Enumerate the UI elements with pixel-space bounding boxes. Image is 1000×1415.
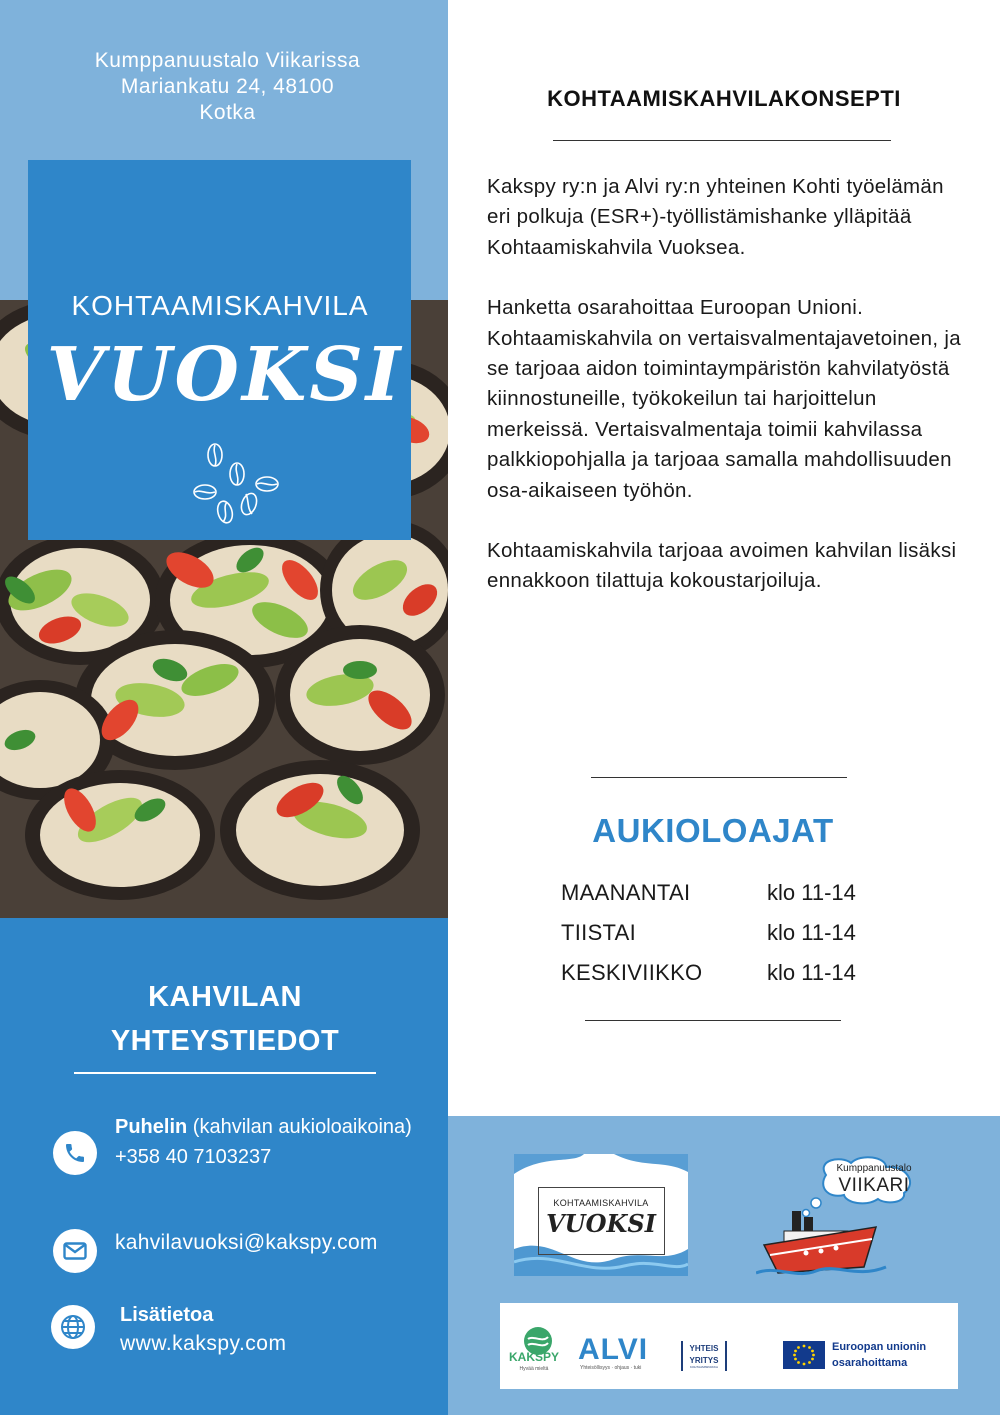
viikari-logo (756, 1155, 916, 1285)
more-info-label: Lisätietoa (120, 1304, 214, 1326)
logo-small-text: KOHTAAMISKAHVILA (553, 1198, 649, 1208)
hours-table (561, 873, 887, 993)
yy-top: YHTEIS (689, 1344, 719, 1353)
hours-time: klo 11-14 (767, 960, 856, 985)
mail-icon (53, 1229, 97, 1273)
yhteisyritys-logo (681, 1341, 727, 1371)
kakspy-sub: Hyvää mieltä (519, 1366, 549, 1372)
address-line-3: Kotka (199, 101, 256, 124)
divider (585, 1020, 841, 1021)
phone-note: (kahvilan aukioloaikoina) (187, 1116, 412, 1138)
address (0, 48, 455, 126)
yy-bottom: YRITYS (689, 1356, 719, 1365)
hours-row (561, 873, 887, 913)
eu-text-line-2: osarahoittama (832, 1357, 908, 1369)
vuoksi-logo (514, 1154, 688, 1276)
phone-number[interactable]: +358 40 7103237 (115, 1146, 272, 1168)
hours-time: klo 11-14 (767, 880, 856, 905)
logo-big-text: VUOKSI (546, 1209, 656, 1238)
hours-row (561, 953, 887, 993)
alvi-logo: ALVI (578, 1333, 649, 1366)
phone-label: Puhelin (115, 1116, 188, 1138)
address-line-2: Mariankatu 24, 48100 (120, 75, 335, 98)
concept-paragraph: Kohtaamiskahvila tarjoaa avoimen kahvilan lisäksi ennakkoon tilattuja kokoustarjoiluja. (487, 539, 957, 593)
contact-title-line-2: YHTEYSTIEDOT (110, 1025, 340, 1057)
yy-tiny: KOHTAAMISPAIKKA (689, 1365, 719, 1369)
contact-divider (74, 1072, 376, 1074)
globe-icon (51, 1305, 95, 1349)
hours-day: MAANANTAI (561, 880, 691, 905)
email-link[interactable]: kahvilavuoksi@kakspy.com (115, 1231, 378, 1254)
divider (591, 777, 847, 778)
contact-title-line-1: KAHVILAN (148, 981, 302, 1013)
divider (553, 140, 891, 141)
hours-time: klo 11-14 (767, 920, 856, 945)
viikari-top-text: Kumppanuustalo (836, 1163, 912, 1174)
address-line-1: Kumppanuustalo Viikarissa (94, 49, 361, 72)
alvi-sub: Yhteisöllisyys · ohjaus · tuki (580, 1365, 642, 1371)
concept-paragraph: Hanketta osarahoittaa Euroopan Unioni. Kohtaamiskahvila on vertaisvalmentajavetoinen, ja se tarjoaa aidon toimintaympäristön kahvilatyöstä kiinnostuneille, työkokeilun tai harjoittelun merkeissä. Vertaisvalmentaja toimii kahvilassa palkkiopohjalla ja tarjoaa samalla mahdollisuuden osa-aikaiseen työhön. (487, 296, 961, 502)
website-link[interactable]: www.kakspy.com (120, 1332, 287, 1355)
concept-title: KOHTAAMISKAHVILAKONSEPTI (547, 86, 901, 111)
eu-text-line-1: Euroopan unionin (832, 1341, 927, 1353)
concept-body (487, 172, 967, 627)
hours-title: AUKIOLOAJAT (592, 812, 834, 849)
viikari-name-text: VIIKARI (838, 1175, 910, 1196)
hours-row (561, 913, 887, 953)
phone-info (115, 1112, 435, 1172)
cafe-title-big: VUOKSI (46, 332, 404, 418)
hours-day: TIISTAI (561, 920, 637, 945)
concept-paragraph: Kakspy ry:n ja Alvi ry:n yhteinen Kohti työelämän eri polkuja (ESR+)-työllistämishanke ylläpitää Kohtaamiskahvila Vuoksea. (487, 175, 944, 259)
coffee-beans-icon (185, 440, 295, 530)
eu-flag-icon (783, 1341, 825, 1369)
hours-day: KESKIVIIKKO (561, 960, 703, 985)
contact-title (0, 975, 450, 1063)
kakspy-name: KAKSPY (508, 1350, 559, 1364)
phone-icon (53, 1131, 97, 1175)
partner-logos (500, 1303, 958, 1389)
cafe-title-small: KOHTAAMISKAHVILA (71, 290, 369, 321)
